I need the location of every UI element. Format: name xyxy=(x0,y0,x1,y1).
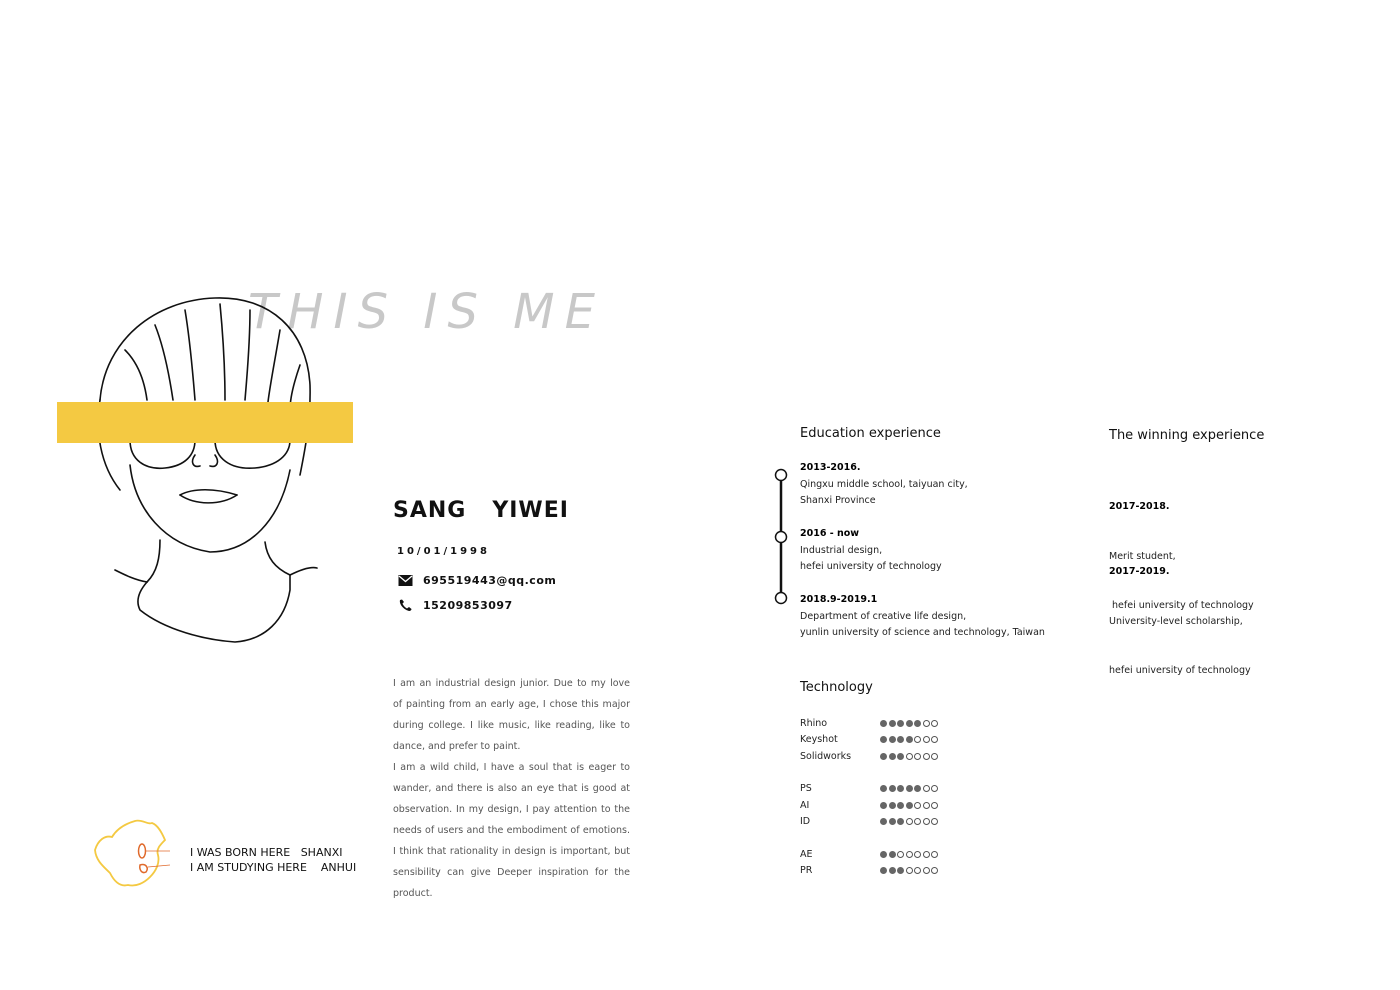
skill-dot-empty xyxy=(923,785,930,792)
skill-dot-filled xyxy=(914,720,921,727)
skill-dot-filled xyxy=(880,818,887,825)
skill-name: Solidworks xyxy=(800,750,852,762)
phone-text[interactable]: 15209853097 xyxy=(423,599,513,612)
technology-group xyxy=(800,846,938,879)
skill-dot-filled xyxy=(897,753,904,760)
skill-dot-filled xyxy=(889,785,896,792)
skill-dot-empty xyxy=(931,851,938,858)
skill-dot-empty xyxy=(914,753,921,760)
skill-dot-filled xyxy=(889,867,896,874)
technology-group xyxy=(800,781,938,831)
skill-dot-filled xyxy=(897,818,904,825)
skill-dot-filled xyxy=(880,736,887,743)
biography xyxy=(393,673,630,904)
education-title: Education experience xyxy=(800,426,941,441)
technology-title: Technology xyxy=(800,680,873,695)
education-line: yunlin university of science and technology, Taiwan xyxy=(800,627,1045,638)
skill-level-dots xyxy=(880,720,938,727)
skill-dot-filled xyxy=(906,736,913,743)
envelope-icon xyxy=(398,574,413,587)
skill-dot-empty xyxy=(923,851,930,858)
skill-dot-empty xyxy=(923,736,930,743)
skill-row xyxy=(800,846,938,863)
china-map-icon xyxy=(90,815,170,890)
skill-dot-filled xyxy=(880,851,887,858)
skill-name: ID xyxy=(800,816,811,828)
skill-dot-filled xyxy=(897,736,904,743)
skill-dot-empty xyxy=(897,851,904,858)
winning-line: hefei university of technology xyxy=(1109,665,1251,676)
skill-level-dots xyxy=(880,867,938,874)
skill-dot-filled xyxy=(889,736,896,743)
skill-dot-empty xyxy=(931,785,938,792)
skill-dot-empty xyxy=(914,867,921,874)
email-row xyxy=(398,574,556,587)
skill-dot-filled xyxy=(880,720,887,727)
skill-dot-empty xyxy=(931,802,938,809)
skill-dot-empty xyxy=(914,736,921,743)
bio-paragraph-1: I am an industrial design junior. Due to my love of painting from an early age, I chose this major during college. I like music, like reading, like to dance, and prefer to paint. xyxy=(393,678,630,752)
education-period: 2013-2016. xyxy=(800,462,861,473)
education-line: Industrial design, xyxy=(800,544,883,556)
winning-line: Merit student, xyxy=(1109,550,1176,562)
skill-level-dots xyxy=(880,785,938,792)
phone-row xyxy=(398,599,513,612)
skill-level-dots xyxy=(880,736,938,743)
skill-level-dots xyxy=(880,802,938,809)
skill-name: AI xyxy=(800,799,810,811)
skill-dot-filled xyxy=(880,802,887,809)
skill-row xyxy=(800,781,938,798)
technology-group xyxy=(800,715,938,765)
profile-birthdate: 10/01/1998 xyxy=(397,546,490,557)
skill-row xyxy=(800,863,938,880)
education-line: Qingxu middle school, taiyuan city, xyxy=(800,478,968,490)
skill-dot-filled xyxy=(906,785,913,792)
education-item xyxy=(800,592,1045,642)
portrait-illustration xyxy=(85,290,365,650)
winning-item xyxy=(1109,531,1251,696)
skill-dot-empty xyxy=(931,818,938,825)
skill-row xyxy=(800,797,938,814)
skill-level-dots xyxy=(880,818,938,825)
page-headline: THIS IS ME xyxy=(248,284,605,340)
skill-dot-filled xyxy=(906,720,913,727)
technology-list xyxy=(800,715,938,895)
bio-paragraph-2: I am a wild child, I have a soul that is eager to wander, and there is also an eye that is good at observation. In my design, I pay attention to the needs of users and the embodiment of emotions. I think that rationality in design is important, but sensibility can give Deeper inspiration for the product. xyxy=(393,762,630,899)
skill-dot-empty xyxy=(923,867,930,874)
yellow-eye-bar xyxy=(57,402,353,443)
skill-name: Rhino xyxy=(800,717,828,729)
skill-dot-empty xyxy=(931,753,938,760)
winning-period: 2017-2019. xyxy=(1109,566,1170,577)
skill-dot-empty xyxy=(931,720,938,727)
skill-dot-filled xyxy=(889,753,896,760)
education-timeline xyxy=(773,467,789,607)
skill-row xyxy=(800,748,938,765)
skill-dot-empty xyxy=(914,818,921,825)
skill-dot-empty xyxy=(906,867,913,874)
winning-period: 2017-2018. xyxy=(1109,501,1170,512)
skill-dot-empty xyxy=(906,753,913,760)
education-line: Shanxi Province xyxy=(800,495,876,506)
education-period: 2018.9-2019.1 xyxy=(800,594,878,605)
skill-dot-empty xyxy=(931,736,938,743)
skill-dot-filled xyxy=(889,851,896,858)
skill-level-dots xyxy=(880,753,938,760)
skill-dot-filled xyxy=(880,753,887,760)
skill-dot-filled xyxy=(897,867,904,874)
born-label: I WAS BORN HERE SHANXI xyxy=(190,846,343,859)
education-line: hefei university of technology xyxy=(800,561,942,572)
skill-level-dots xyxy=(880,851,938,858)
skill-dot-empty xyxy=(923,818,930,825)
skill-dot-empty xyxy=(914,851,921,858)
skill-dot-empty xyxy=(931,867,938,874)
skill-name: PS xyxy=(800,783,812,795)
map-legend xyxy=(190,845,356,875)
phone-icon xyxy=(398,599,413,612)
skill-dot-filled xyxy=(880,785,887,792)
skill-dot-filled xyxy=(906,802,913,809)
email-text[interactable]: 695519443@qq.com xyxy=(423,574,557,587)
skill-dot-empty xyxy=(906,851,913,858)
studying-label: I AM STUDYING HERE ANHUI xyxy=(190,861,357,874)
skill-name: PR xyxy=(800,865,813,877)
education-line: Department of creative life design, xyxy=(800,610,967,622)
skill-dot-filled xyxy=(889,802,896,809)
skill-dot-filled xyxy=(889,720,896,727)
skill-dot-filled xyxy=(897,802,904,809)
skill-dot-filled xyxy=(897,785,904,792)
skill-dot-empty xyxy=(923,753,930,760)
skill-dot-filled xyxy=(889,818,896,825)
education-period: 2016 - now xyxy=(800,528,860,539)
skill-row xyxy=(800,732,938,749)
profile-name: SANG YIWEI xyxy=(393,498,569,523)
skill-dot-filled xyxy=(897,720,904,727)
winning-line: hefei university of technology xyxy=(1109,600,1254,611)
skill-dot-empty xyxy=(914,802,921,809)
skill-name: AE xyxy=(800,848,813,860)
winning-line: University-level scholarship, xyxy=(1109,615,1243,627)
skill-dot-empty xyxy=(923,720,930,727)
skill-dot-filled xyxy=(914,785,921,792)
skill-dot-empty xyxy=(906,818,913,825)
skill-dot-filled xyxy=(880,867,887,874)
skill-name: Keyshot xyxy=(800,734,838,746)
education-item xyxy=(800,526,942,576)
skill-row xyxy=(800,814,938,831)
skill-dot-empty xyxy=(923,802,930,809)
skill-row xyxy=(800,715,938,732)
education-item xyxy=(800,460,968,510)
winning-title: The winning experience xyxy=(1109,428,1265,443)
